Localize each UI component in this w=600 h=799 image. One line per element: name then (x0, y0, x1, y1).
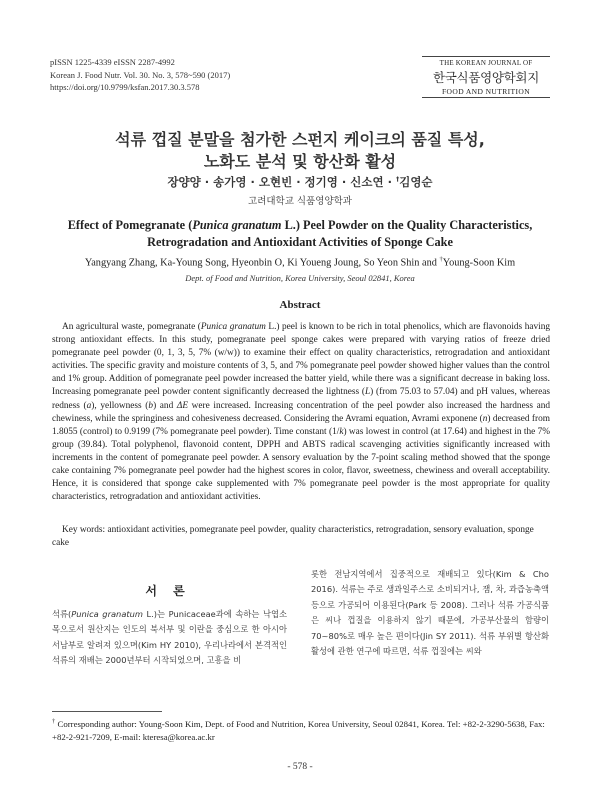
affiliation-korean: 고려대학교 식품영양학과 (248, 196, 352, 207)
section-heading-introduction: 서 론 (145, 584, 191, 598)
authors-english-list: Yangyang Zhang, Ka-Young Song, Hyeonbin O, Ki Youeng Joung, So Yeon Shin and (84, 257, 440, 269)
footnote-divider (52, 711, 162, 712)
intro-right-column (311, 567, 549, 659)
authors-english (0, 256, 600, 268)
footnote (52, 715, 550, 744)
corresponding-author-en: Young-Soon Kim (442, 257, 516, 269)
abstract-body (52, 321, 550, 504)
footnote-text: Corresponding author: Young-Soon Kim, Dept. of Food and Nutrition, Korea University, Seoul 02841, Korea. Tel: +82-2-3290-5638, Fax: +82-2-921-7209, E-mail: kteresa@korea.ac.kr (52, 718, 545, 742)
journal-name-ko: 한국식품영양학회지 (433, 70, 539, 85)
intro-left-column (52, 607, 287, 669)
citation-line: Korean J. Food Nutr. Vol. 30. No. 3, 578~590 (2017) (50, 69, 231, 80)
corresponding-mark-en: † (439, 256, 443, 263)
abstract-paragraph: An agricultural waste, pomegranate (Punica granatum L.) peel is known to be rich in total phenolics, which are flavonoids having strong antioxidant effects. In this study, pomegranate peel sponge cakes were prepared with varying ratios of freeze dried pomegranate peel powder (0, 1, 3, 5, 7% (w/w)) to examine their effect on quality characteristics, retrogradation and antioxidant activities. The specific gravity and moisture contents of 3, 5, and 7% pomegranate peel powder showed higher values than the control and 1% group. Addition of pomegranate peel powder increased the batter yield, while there was a significant decrease in baking loss. Increasing pomegranate peel powder content significantly decreased the lightness (L) (from 75.03 to 57.04) and pH values, whereas redness (a), yellowness (b) and ΔE were increased. Increasing concentration of the peel powder also increased the hardness and chewiness, while the springiness and cohesiveness decreased. Considering the Avrami equation, Avrami exponene (n) decreased from 1.8055 (control) to 0.9199 (7% pomegranate peel powder). Time constant (1/k) was lowest in control (at 17.64) and highest in the 7% group (39.84). Total polyphenol, flavonoid content, DPPH and ABTS radical scavenging activities significantly increased with increments in the content of pomegranate peel powder. A sensory evaluation by the 7-point scaling method showed that the sponge cake containing 7% pomegranate peel powder had the highest scores in color, flavor, sweetness, chewiness and overall acceptability. Hence, it is considered that sponge cake supplemented with 7% pomegranate peel powder is the most appropriate for quality characteristics, retrogradation and antioxidant activities. (52, 322, 550, 503)
corresponding-author-ko: 김영순 (399, 175, 433, 189)
intro-paragraph-continued: 롯한 전남지역에서 집중적으로 재배되고 있다(Kim & Cho 2016). 석류는 주로 생과일주스로 소비되거나, 잼, 차, 과즙농축액 등으로 가공되어 이용된다(Park 등 2008). 그러나 석류 가공식품은 씨나 껍질을 이용하지 않기 때문에, 가공부산물의 함량이 70~80%로 매우 높은 편이다(Jin SY 2011). 석류 부위별 항산화 활성에 관한 연구에 따르면, 석류 껍질에는 씨와 (311, 569, 549, 657)
journal-name-en-bottom: FOOD AND NUTRITION (441, 87, 531, 96)
journal-name-en-top: THE KOREAN JOURNAL OF (439, 59, 533, 67)
title-korean-line2: 노화도 분석 및 항산화 활성 (203, 152, 397, 171)
intro-paragraph: 석류(Punica granatum L.)는 Punicaceae과에 속하는 낙엽소목으로서 원산지는 인도의 북서부 및 이란을 중심으로 한 아시아 서남부로 알려져 있으며(Kim HY 2010), 우리나라에서 본격적인 석류의 재배는 2000년부터 시작되었으며, 고흥을 비 (52, 609, 287, 666)
keywords-text: antioxidant activities, pomegranate peel powder, quality characteristics, retrogradation, sensory evaluation, sponge cake (52, 525, 534, 549)
authors-korean-list: 장양양 · 송가영 · 오현빈 · 정기영 · 신소연 · (167, 175, 396, 189)
abstract-heading: Abstract (279, 299, 321, 311)
keywords (52, 524, 550, 550)
title-korean-line1: 석류 껍질 분말을 첨가한 스펀지 케이크의 품질 특성, (115, 130, 485, 149)
title-korean (0, 129, 600, 173)
page-number: - 578 - (287, 762, 313, 772)
doi-link[interactable]: https://doi.org/10.9799/ksfan.2017.30.3.578 (50, 82, 200, 92)
corresponding-mark: † (395, 175, 400, 184)
affiliation-english: Dept. of Food and Nutrition, Korea University, Seoul 02841, Korea (185, 273, 415, 283)
journal-logo (422, 56, 550, 98)
title-english (0, 217, 600, 251)
footnote-mark: † (52, 718, 56, 725)
issn-line: pISSN 1225-4339 eISSN 2287-4992 (50, 57, 175, 67)
publication-meta (50, 56, 230, 94)
authors-korean (0, 174, 600, 190)
keywords-label: Key words: (62, 525, 106, 535)
title-english-line2: Retrogradation and Antioxidant Activities of Sponge Cake (147, 235, 453, 249)
title-english-line1: Effect of Pomegranate (Punica granatum L.) Peel Powder on the Quality Characteristics, (67, 218, 533, 232)
